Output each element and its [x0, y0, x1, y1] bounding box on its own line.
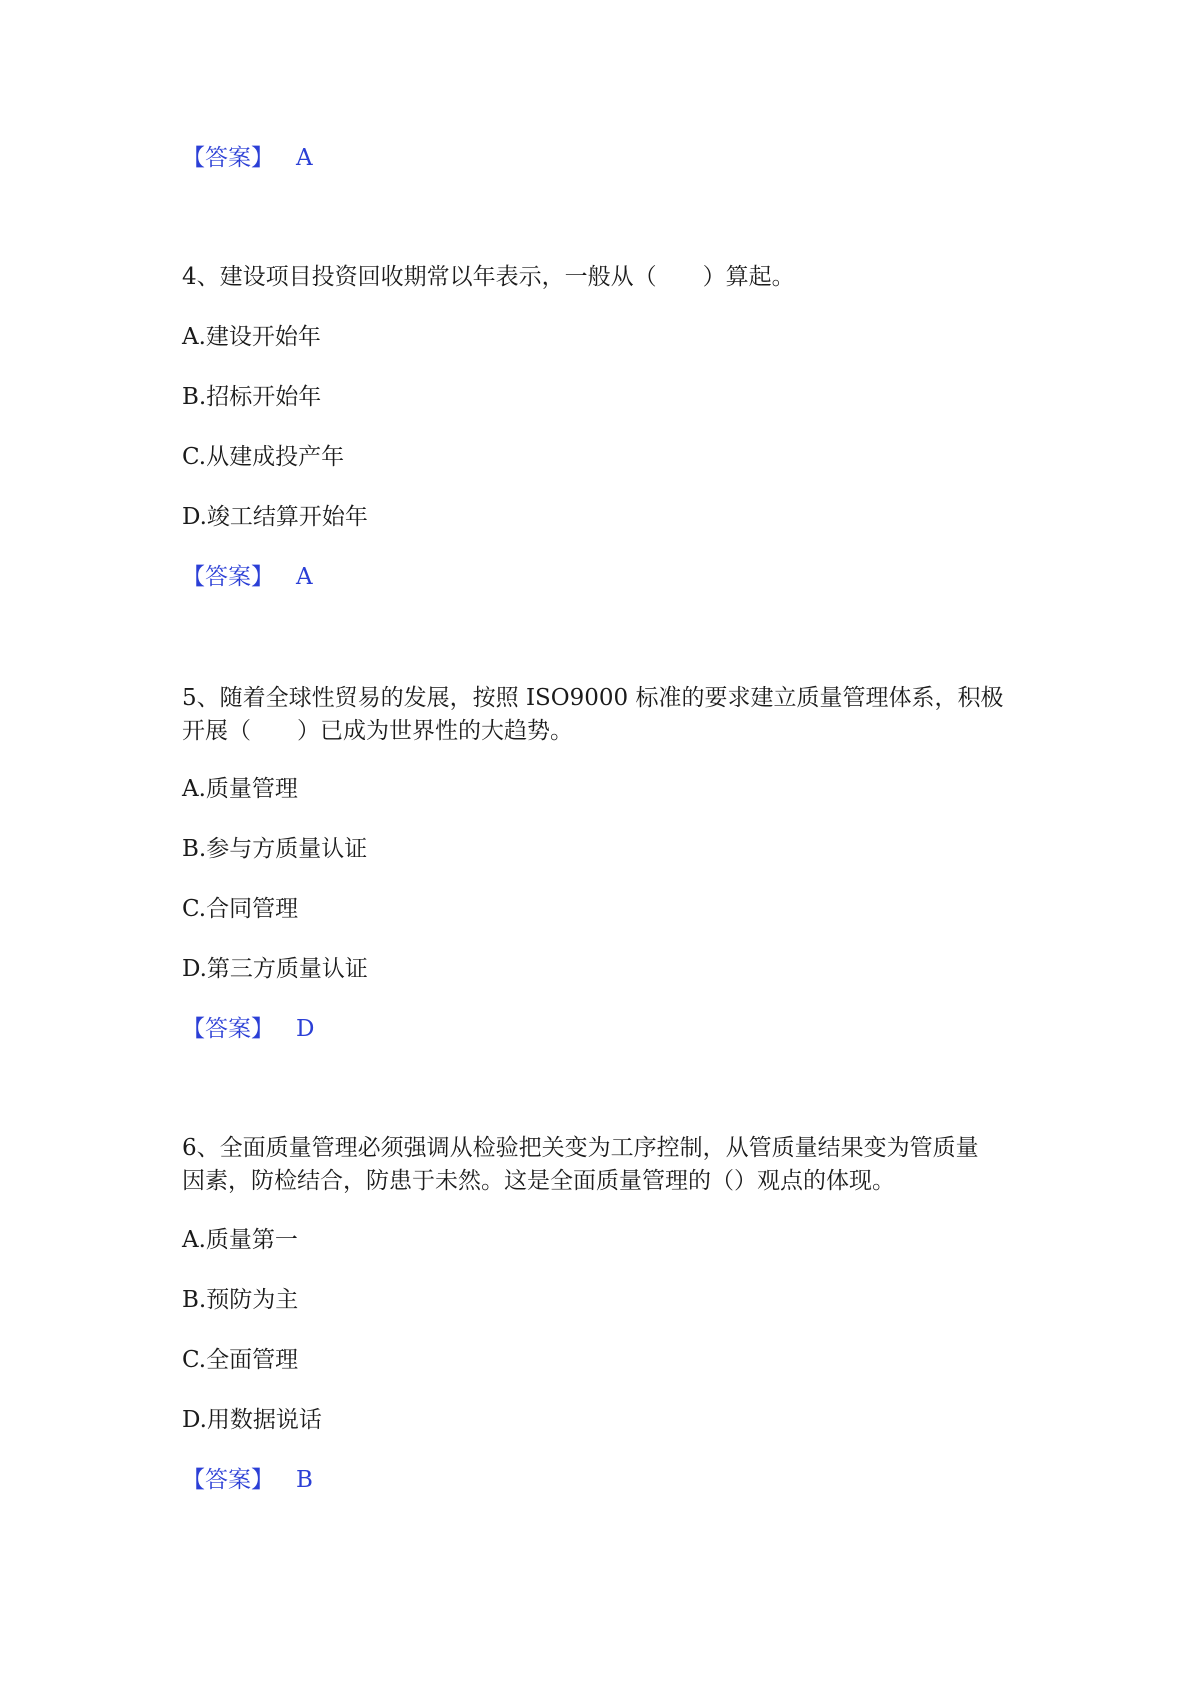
answer-label: 【答案】 — [182, 1467, 274, 1493]
question-6-stem-line-1: 6、全面质量管理必须强调从检验把关变为工序控制，从管质量结果变为管质量 — [182, 1135, 979, 1161]
question-6-option-a: A.质量第一 — [182, 1227, 298, 1253]
answer-prev — [182, 143, 313, 173]
question-5-answer — [182, 1014, 314, 1044]
question-5-option-d: D.第三方质量认证 — [182, 956, 368, 982]
question-5-option-b: B.参与方质量认证 — [182, 836, 368, 862]
question-6-answer — [182, 1465, 313, 1495]
question-5-option-c: C.合同管理 — [182, 896, 299, 922]
answer-value: D — [296, 1016, 315, 1042]
question-4-option-b: B.招标开始年 — [182, 384, 322, 410]
question-6-option-c: C.全面管理 — [182, 1347, 299, 1373]
answer-label: 【答案】 — [182, 1016, 274, 1042]
question-4-stem: 4、建设项目投资回收期常以年表示，一般从（ ）算起。 — [182, 264, 795, 290]
question-5-stem-line-1: 5、随着全球性贸易的发展，按照 ISO9000 标准的要求建立质量管理体系，积极 — [182, 685, 1004, 711]
answer-value: A — [296, 564, 313, 590]
question-4-option-d: D.竣工结算开始年 — [182, 504, 368, 530]
question-4-answer — [182, 562, 313, 592]
question-4-option-a: A.建设开始年 — [182, 324, 321, 350]
answer-value: A — [296, 145, 313, 171]
question-6-stem-line-2: 因素，防检结合，防患于未然。这是全面质量管理的（）观点的体现。 — [182, 1168, 895, 1194]
question-5-stem-line-2: 开展（ ）已成为世界性的大趋势。 — [182, 718, 573, 744]
answer-label: 【答案】 — [182, 145, 274, 171]
question-6-option-b: B.预防为主 — [182, 1287, 299, 1313]
answer-label: 【答案】 — [182, 564, 274, 590]
question-5-option-a: A.质量管理 — [182, 776, 298, 802]
question-6-option-d: D.用数据说话 — [182, 1407, 322, 1433]
answer-value: B — [296, 1467, 313, 1493]
question-4-option-c: C.从建成投产年 — [182, 444, 345, 470]
